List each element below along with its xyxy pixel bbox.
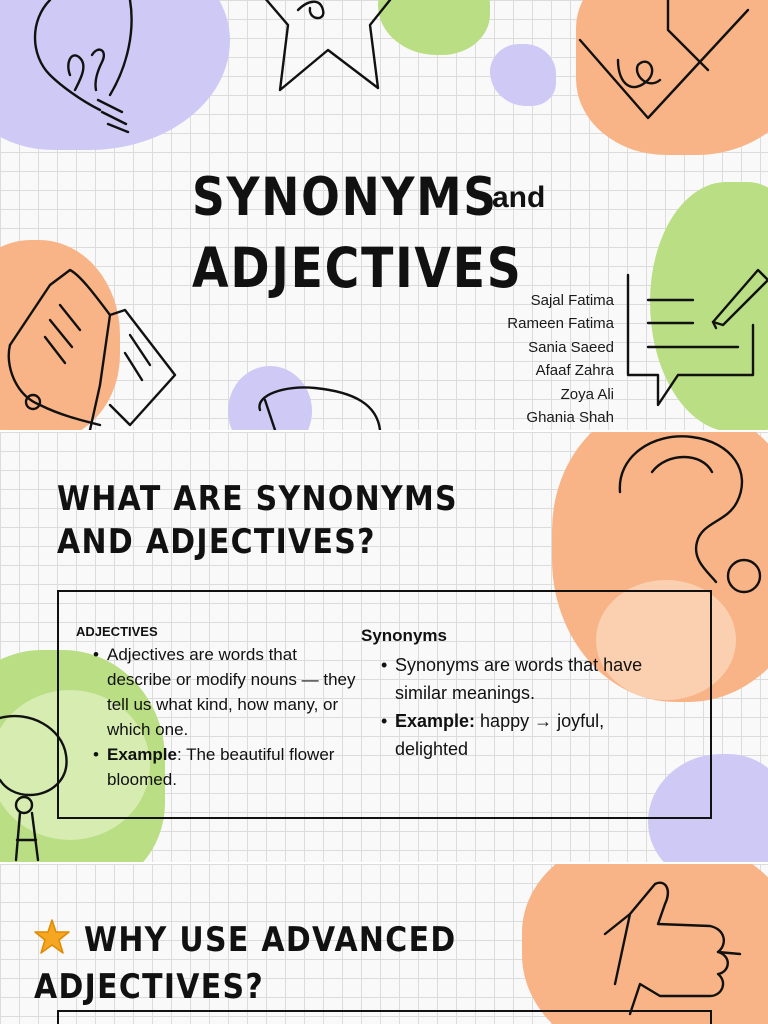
section-heading-line2: ADJECTIVES? [34,967,265,1007]
purple-blob-small [490,44,556,106]
synonyms-column [361,626,661,763]
author-name: Sajal Fatima [530,292,614,309]
section-heading [57,478,458,564]
author-name: Sania Saeed [528,338,614,356]
example-text: : The beautiful flower bloomed. [107,745,335,789]
title-and: and [492,181,546,214]
example-label: Example [107,745,177,764]
thumbs-up-icon [600,874,768,1024]
title-synonyms: SYNONYMS [192,167,498,228]
title-slide [0,0,768,430]
heading-line: WHAT ARE SYNONYMS [57,479,458,519]
author-name: Rameen Fatima [507,315,614,333]
list-item [76,642,356,742]
lightbulb-icon [10,0,140,140]
content-box [57,1010,712,1024]
adjectives-column [76,624,356,792]
curved-arrow-icon [255,380,390,430]
list-item [361,651,661,707]
heading-line: AND ADJECTIVES? [57,522,376,562]
author-name: Ghania Shah [526,409,614,427]
adjectives-label: ADJECTIVES [76,624,158,639]
advanced-adjectives-slide [0,864,768,1024]
example-text: happy → joyful, delighted [395,711,605,759]
star-emoji-icon [33,918,71,956]
example-label: Example: [395,711,476,731]
author-name: Zoya Ali [560,385,614,403]
star-icon [248,0,408,95]
list-item [76,742,356,792]
definitions-slide [0,432,768,862]
author-name: Afaaf Zahra [535,362,614,380]
title-adjectives: ADJECTIVES [192,236,523,300]
adjectives-list [76,642,356,792]
synonyms-list [361,651,661,763]
open-book-icon [0,255,190,430]
checkbox-icon [578,0,748,125]
author-list [507,289,614,429]
bullet-text: Adjectives are words that describe or modify nouns — they tell us what kind, how many, or which one. [107,645,356,739]
pencil-chat-icon [618,265,768,410]
synonyms-label: Synonyms [361,626,447,645]
bullet-text: Synonyms are words that have similar meanings. [395,655,643,703]
section-heading-line1: WHY USE ADVANCED [84,920,457,960]
list-item [361,707,661,763]
question-mark-icon [612,432,768,602]
